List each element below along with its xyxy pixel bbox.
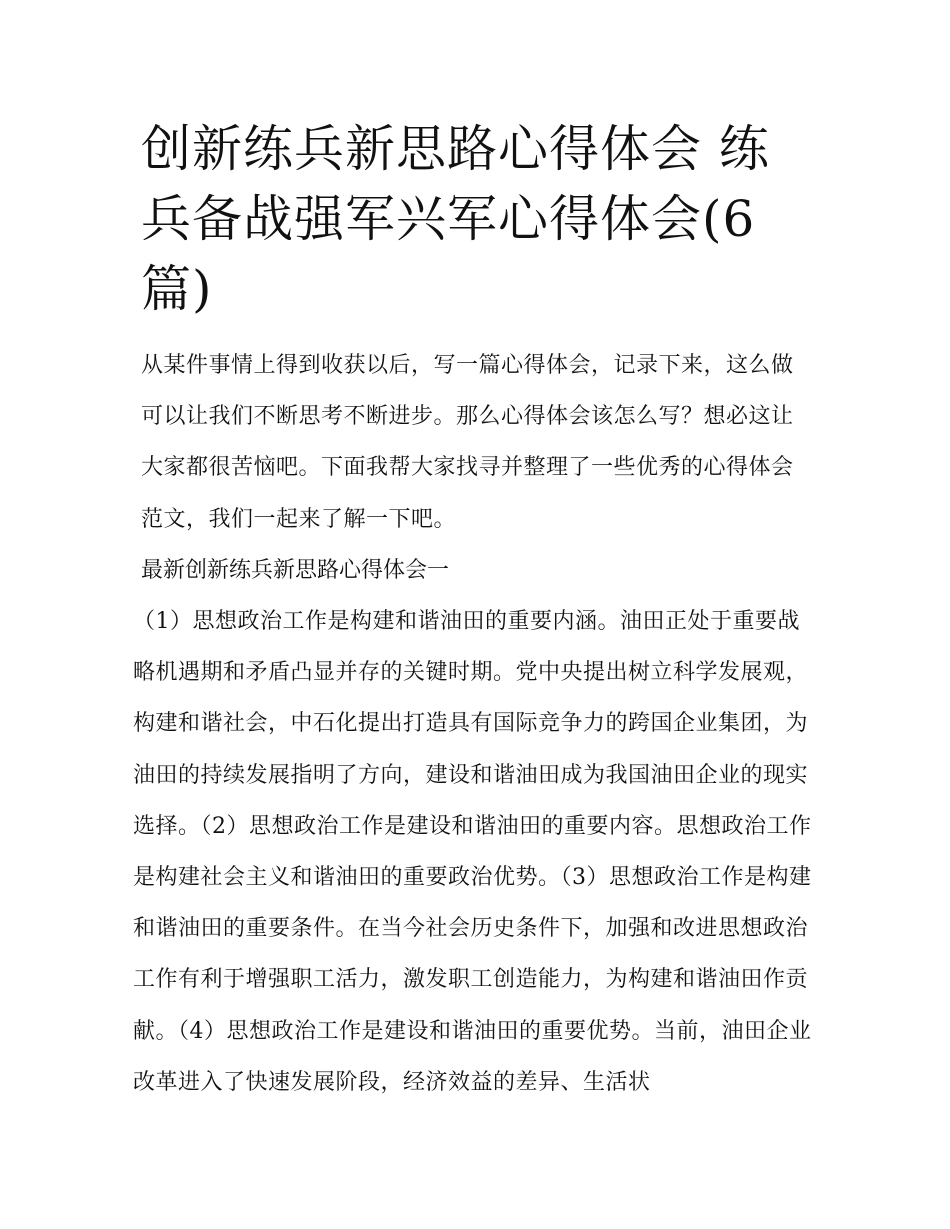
page-title: 创新练兵新思路心得体会 练兵备战强军兴军心得体会(6篇) [141,120,770,318]
body-paragraph: （1）思想政治工作是构建和谐油田的重要内涵。油田正处于重要战略机遇期和矛盾凸显并存的关键时期。党中央提出树立科学发展观，构建和谐社会，中石化提出打造具有国际竞争力的跨国企业集团，为油田的持续发展指明了方向，建设和谐油田成为我国油田企业的现实选择。（2）思想政治工作是建设和谐油田的重要内容。思想政治工作是构建社会主义和谐油田的重要政治优势。（3）思想政治工作是构建和谐油田的重要条件。在当今社会历史条件下，加强和改进思想政治工作有利于增强职工活力，激发职工创造能力，为构建和谐油田作贡献。（4）思想政治工作是建设和谐油田的重要优势。当前，油田企业改革进入了快速发展阶段，经济效益的差异、生活状 [133,609,812,1095]
section-heading: 最新创新练兵新思路心得体会一 [141,557,450,583]
intro-paragraph: 从某件事情上得到收获以后，写一篇心得体会，记录下来，这么做可以让我们不断思考不断进步。那么心得体会该怎么写？想必这让大家都很苦恼吧。下面我帮大家找寻并整理了一些优秀的心得体会范文，我们一起来了解一下吧。 [141,353,794,532]
document-content [133,114,813,1108]
